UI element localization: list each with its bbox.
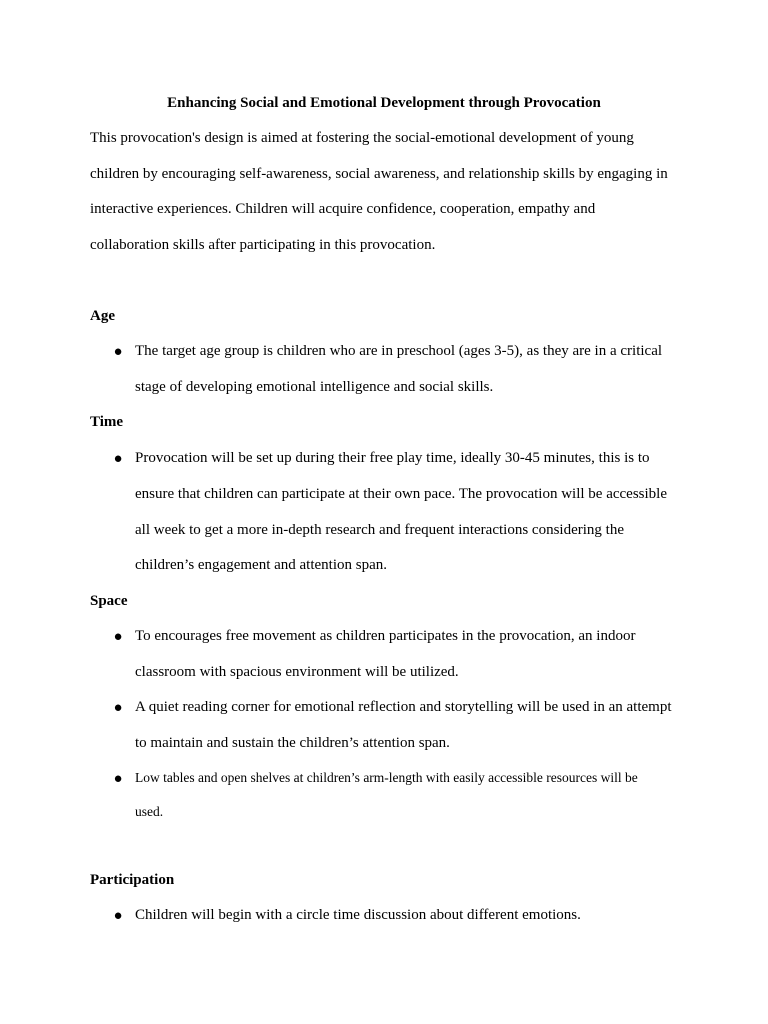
list-item-line: A quiet reading corner for emotional reflection and storytelling will be used in an attempt <box>135 699 672 715</box>
list-item-line: Low tables and open shelves at children’s arm-length with easily accessible resources will be <box>135 770 638 785</box>
section-heading-age: Age <box>90 308 115 324</box>
list-item-line: Children will begin with a circle time discussion about different emotions. <box>135 907 581 923</box>
intro-line: interactive experiences. Children will acquire confidence, cooperation, empathy and <box>90 201 596 217</box>
bullet-icon: ● <box>113 700 123 716</box>
section-heading-time: Time <box>90 414 124 430</box>
intro-line: collaboration skills after participating in this provocation. <box>90 237 436 253</box>
intro-line: This provocation's design is aimed at fostering the social-emotional development of young <box>90 130 634 146</box>
list-item-line: classroom with spacious environment will be utilized. <box>135 664 459 680</box>
bullet-icon: ● <box>113 344 123 360</box>
list-item-line: The target age group is children who are in preschool (ages 3-5), as they are in a critical <box>135 343 663 359</box>
section-heading-space: Space <box>90 593 128 609</box>
bullet-icon: ● <box>113 771 123 787</box>
list-item-line: children’s engagement and attention span. <box>135 557 388 573</box>
bullet-icon: ● <box>113 451 123 467</box>
list-item-line: ensure that children can participate at their own pace. The provocation will be accessible <box>135 486 668 502</box>
intro-line: children by encouraging self-awareness, social awareness, and relationship skills by engaging in <box>90 166 668 182</box>
list-item-line: all week to get a more in-depth research and frequent interactions considering the <box>135 522 624 538</box>
list-item-line: stage of developing emotional intelligence and social skills. <box>135 379 494 395</box>
list-item-line: to maintain and sustain the children’s attention span. <box>135 735 450 751</box>
list-item-line: Provocation will be set up during their free play time, ideally 30-45 minutes, this is to <box>135 450 650 466</box>
bullet-icon: ● <box>113 629 123 645</box>
section-heading-participation: Participation <box>90 872 175 888</box>
bullet-icon: ● <box>113 908 123 924</box>
list-item-line: used. <box>135 804 164 819</box>
document-title: Enhancing Social and Emotional Development through Provocation <box>167 95 601 111</box>
list-item-line: To encourages free movement as children participates in the provocation, an indoor <box>135 628 636 644</box>
